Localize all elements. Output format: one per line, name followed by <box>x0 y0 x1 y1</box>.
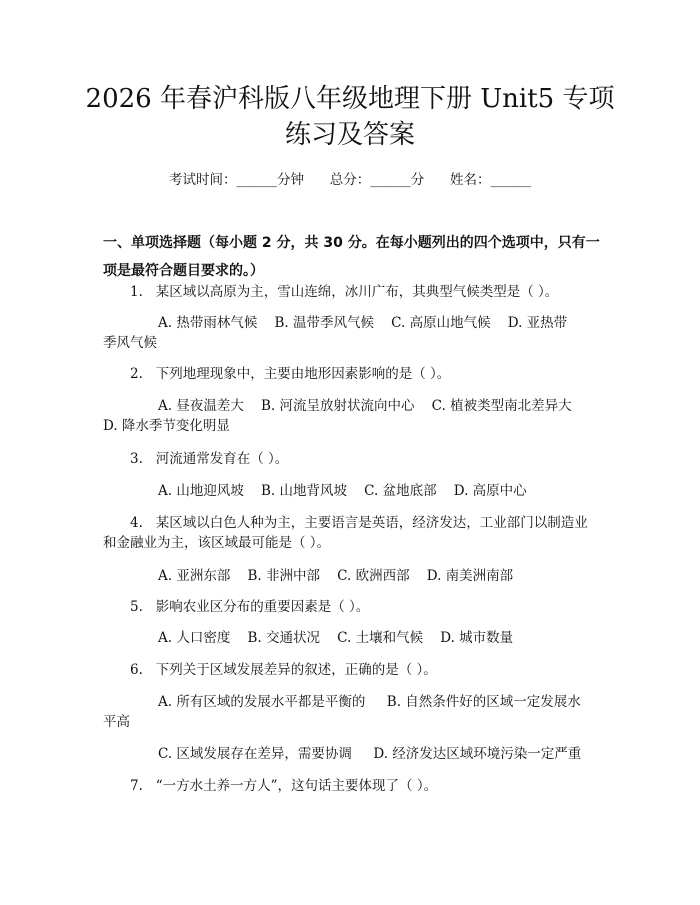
question-1-options: A. 热带雨林气候 B. 温带季风气候 C. 高原山地气候 D. 亚热带 <box>158 315 568 331</box>
question-5-options: A. 人口密度 B. 交通状况 C. 土壤和气候 D. 城市数量 <box>158 630 514 646</box>
question-3-options: A. 山地迎风坡 B. 山地背风坡 C. 盆地底部 D. 高原中心 <box>158 483 527 499</box>
question-4-continued: 和金融业为主，该区域最可能是（ ）。 <box>103 535 331 551</box>
question-1-options-continued: 季风气候 <box>103 335 157 351</box>
question-1: 1. 某区域以高原为主，雪山连绵，冰川广布，其典型气候类型是（ ）。 <box>130 284 559 300</box>
page-title-line-1: 2026 年春沪科版八年级地理下册 Unit5 专项 <box>85 84 615 114</box>
question-7: 7. “一方水土养一方人”，这句话主要体现了（ ）。 <box>130 778 438 794</box>
section-heading-single-choice: 一、单项选择题（每小题 2 分，共 30 分。在每小题列出的四个选项中，只有一项是最符合题目要求的。） <box>103 235 600 279</box>
question-6: 6. 下列关于区域发展差异的叙述，正确的是（ ）。 <box>130 662 437 678</box>
question-2-options: A. 昼夜温差大 B. 河流呈放射状流向中心 C. 植被类型南北差异大 <box>158 398 572 414</box>
question-3: 3. 河流通常发育在（ ）。 <box>130 451 289 467</box>
question-6-options: A. 所有区域的发展水平都是平衡的 B. 自然条件好的区域一定发展水 <box>158 694 581 710</box>
exam-info-line: 考试时间：______分钟 总分：______分 姓名：______ <box>169 172 531 188</box>
question-5: 5. 影响农业区分布的重要因素是（ ）。 <box>130 599 370 615</box>
question-2-options-continued: D. 降水季节变化明显 <box>103 418 230 434</box>
question-6-options-second-row: C. 区域发展存在差异，需要协调 D. 经济发达区域环境污染一定严重 <box>158 746 582 762</box>
question-2: 2. 下列地理现象中，主要由地形因素影响的是（ ）。 <box>130 366 451 382</box>
question-4: 4. 某区域以白色人种为主，主要语言是英语，经济发达，工业部门以制造业 <box>130 515 588 531</box>
question-6-options-continued: 平高 <box>103 714 130 730</box>
page-title-line-2: 练习及答案 <box>284 120 415 150</box>
question-4-options: A. 亚洲东部 B. 非洲中部 C. 欧洲西部 D. 南美洲南部 <box>158 568 514 584</box>
